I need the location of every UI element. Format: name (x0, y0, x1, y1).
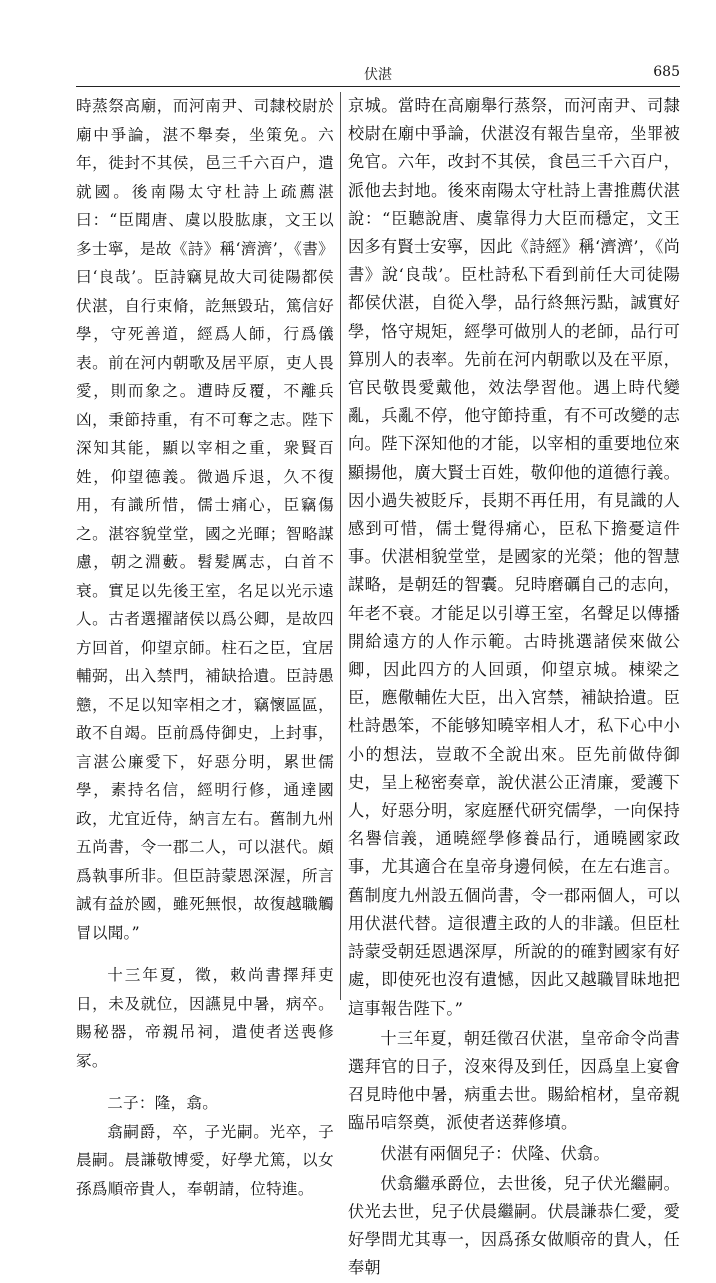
running-header (76, 64, 680, 86)
translation-paragraph-4: 伏翕繼承爵位，去世後，兒子伏光繼嗣。伏光去世，兒子伏晨繼嗣。伏晨謙恭仁愛，愛好學問尤其專一，因爲孫女做順帝的貴人，任奉朝 (348, 1173, 680, 1278)
classical-paragraph-3: 二子：隆，翕。 (107, 1094, 219, 1112)
translation-column (348, 92, 680, 1278)
header-rule (76, 86, 680, 87)
classical-paragraph-1: 時蒸祭高廟，而河南尹、司隸校尉於廟中爭論，湛不舉奏，坐策免。六年，徙封不其侯，邑三千六百户，遣就國。後南陽太守杜詩上疏薦湛曰：“臣聞唐、虞以股肱康，文王以多士寧，是故《詩》稱‘濟濟’，《書》曰‘良哉’。臣詩竊見故大司徒陽都侯伏湛，自行束脩，訖無毀玷，篤信好學，守死善道，經爲人師，行爲儀表。前在河内朝歌及居平原，吏人畏愛，則而象之。遭時反覆，不離兵凶，秉節持重，有不可奪之志。陛下深知其能，顯以宰相之重，衆賢百姓，仰望德義。微過斥退，久不復用，有識所惜，儒士痛心，臣竊傷之。湛容貌堂堂，國之光暉；智略謀慮，朝之淵藪。髫髮厲志，白首不衰。實足以先後王室，名足以光示遠人。古者選擢諸侯以爲公卿，是故四方回首，仰望京師。柱石之臣，宜居輔弼，出入禁門，補缺拾遺。臣詩愚戆，不足以知宰相之才，竊懷區區，敢不自竭。臣前爲侍御史，上封事，言湛公廉愛下，好惡分明，累世儒學，素持名信，經明行修，通達國政，尤宜近侍，納言左右。舊制九州五尚書，令一郡二人，可以湛代。頗爲執事所非。但臣詩蒙恩深渥，所言誠有益於國，雖死無恨，故復越職觸冒以聞。” (76, 97, 334, 942)
running-title: 伏湛 (364, 67, 392, 83)
translation-paragraph-1: 京城。當時在高廟舉行蒸祭，而河南尹、司隸校尉在廟中爭論，伏湛沒有報告皇帝，坐罪被免官。六年，改封不其侯，食邑三千六百户，派他去封地。後來南陽太守杜詩上書推薦伏湛說：“臣聽說唐、虞靠得力大臣而穩定，文王因多有賢士安寧，因此《詩經》稱‘濟濟’，《尚書》說‘良哉’。臣杜詩私下看到前任大司徒陽都侯伏湛，自從入學，品行終無污點，誠實好學，恪守規矩，經學可做別人的老師，品行可算別人的表率。先前在河内朝歌以及在平原，官民敬畏愛戴他，效法學習他。遇上時代變亂，兵亂不停，他守節持重，有不可改變的志向。陛下深知他的才能，以宰相的重要地位來顯揚他，廣大賢士百姓，敬仰他的道德行義。因小過失被貶斥，長期不再任用，有見識的人感到可惜，儒士覺得痛心，臣私下擔憂這件事。伏湛相貌堂堂，是國家的光榮；他的智慧謀略，是朝廷的智囊。兒時磨礪自己的志向，年老不衰。才能足以引導王室，名聲足以傳播開給遠方的人作示範。古時挑選諸侯來做公卿，因此四方的人回頭，仰望京城。棟梁之臣，應儆輔佐大臣，出入宮禁，補缺拾遺。臣杜詩愚笨，不能够知曉宰相人才，私下心中小小的想法，豈敢不全說出來。臣先前做侍御史，呈上秘密奏章，說伏湛公正清廉，愛護下人，好惡分明，家庭歷代研究儒學，一向保持名譽信義，通曉經學修養品行，通曉國家政事，尤其適合在皇帝身邊伺候，在左右進言。舊制度九州設五個尚書，令一郡兩個人，可以用伏湛代替。這很遭主政的人的非議。但臣杜詩蒙受朝廷恩遇深厚，所說的的確對國家有好處，即使死也沒有遺憾，因此又越職冒昧地把這事報告陛下。” (348, 96, 680, 1018)
column-divider (340, 92, 341, 1000)
translation-paragraph-3: 伏湛有兩個兒子：伏隆、伏翕。 (380, 1143, 610, 1163)
page-number: 685 (653, 64, 680, 80)
classical-text-column (76, 92, 334, 1198)
translation-paragraph-2: 十三年夏，朝廷徵召伏湛，皇帝命令尚書選拜官的日子，沒來得及到任，因爲皇上宴會召見時他中暑，病重去世。賜給棺材，皇帝親臨吊唁祭奠，派使者送葬修墳。 (348, 1028, 680, 1133)
classical-paragraph-4: 翕嗣爵，卒，子光嗣。光卒，子晨嗣。晨謙敬博愛，好學尤篤，以女孫爲順帝貴人，奉朝請，位特進。 (76, 1122, 334, 1198)
classical-paragraph-2: 十三年夏，徵，敕尚書擇拜吏日，未及就位，因讌見中暑，病卒。賜秘器，帝親吊祠，遣使者送喪修冢。 (76, 966, 334, 1070)
